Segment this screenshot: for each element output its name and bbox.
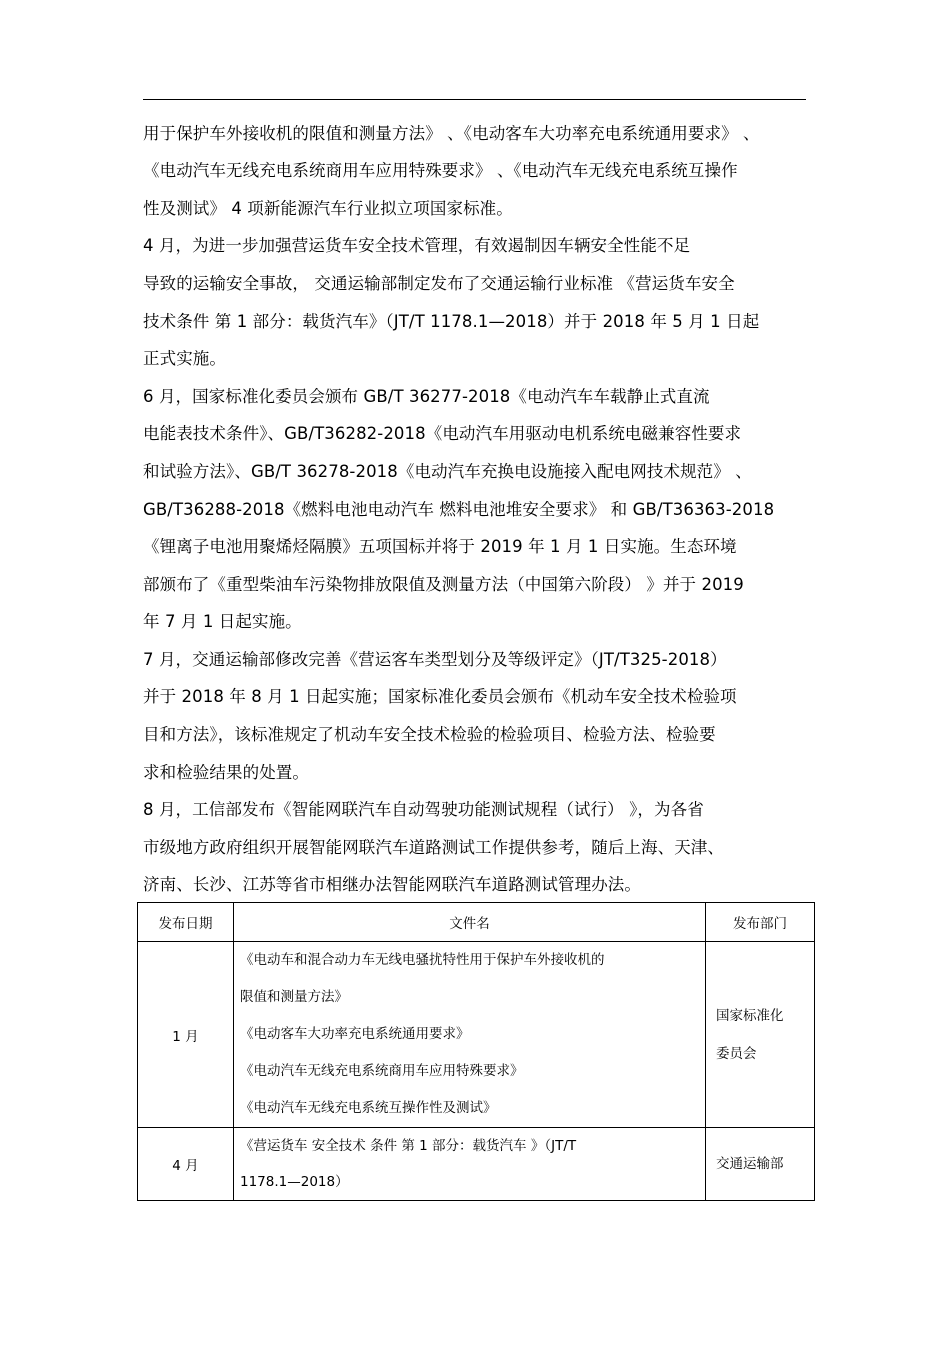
text-line: 8 月，工信部发布《智能网联汽车自动驾驶功能测试规程（试行） 》，为各省 <box>143 800 704 819</box>
text-line: 用于保护车外接收机的限值和测量方法》 、《电动客车大功率充电系统通用要求》 、 <box>143 124 760 143</box>
text-line: 和试验方法》、GB/T 36278-2018《电动汽车充换电设施接入配电网技术规范》 、 <box>143 462 752 481</box>
table-row <box>138 1128 815 1201</box>
names-cell <box>234 942 706 1128</box>
text-line: 济南、长沙、江苏等省市相继办法智能网联汽车道路测试管理办法。 <box>143 875 641 894</box>
text-line: GB/T36288-2018《燃料电池电动汽车 燃料电池堆安全要求》 和 GB/T36363-2018 <box>143 500 775 519</box>
document-name: 《电动车和混合动力车无线电骚扰特性用于保护车外接收机的 <box>240 952 605 968</box>
text-line: 7 月，交通运输部修改完善《营运客车类型划分及等级评定》（JT/T325-2018） <box>143 650 727 669</box>
text-line: 性及测试》 4 项新能源汽车行业拟立项国家标准。 <box>143 199 513 218</box>
dept-cell <box>706 1128 815 1201</box>
text-line: 技术条件 第 1 部分：载货汽车》（JT/T 1178.1—2018）并于 2018 年 5 月 1 日起 <box>143 312 760 331</box>
header-rule <box>143 99 806 100</box>
date-cell: 1 月 <box>138 942 234 1128</box>
dept-cell <box>706 942 815 1128</box>
text-line: 并于 2018 年 8 月 1 日起实施；国家标准化委员会颁布《机动车安全技术检验项 <box>143 687 737 706</box>
header-name: 文件名 <box>234 903 706 942</box>
text-line: 目和方法》，该标准规定了机动车安全技术检验的检验项目、检验方法、检验要 <box>143 725 716 744</box>
document-name: 《电动客车大功率充电系统通用要求》 <box>240 1026 470 1042</box>
standards-table <box>137 902 815 1201</box>
document-name: 《电动汽车无线充电系统商用车应用特殊要求》 <box>240 1063 524 1079</box>
header-date: 发布日期 <box>138 903 234 942</box>
names-cell <box>234 1128 706 1201</box>
date-cell: 4 月 <box>138 1128 234 1201</box>
text-line: 《电动汽车无线充电系统商用车应用特殊要求》 、《电动汽车无线充电系统互操作 <box>143 161 738 180</box>
table-row <box>138 942 815 1128</box>
header-dept: 发布部门 <box>706 903 815 942</box>
text-line: 电能表技术条件》、GB/T36282-2018《电动汽车用驱动电机系统电磁兼容性要求 <box>143 424 742 443</box>
table-header-row <box>138 903 815 942</box>
document-name: 《营运货车 安全技术 条件 第 1 部分：载货汽车 》（JT/T <box>240 1138 577 1154</box>
text-line: 《锂离子电池用聚烯烃隔膜》五项国标并将于 2019 年 1 月 1 日实施。生态环境 <box>143 537 737 556</box>
document-name: 《电动汽车无线充电系统互操作性及测试》 <box>240 1100 497 1116</box>
text-line: 市级地方政府组织开展智能网联汽车道路测试工作提供参考，随后上海、天津、 <box>143 838 724 857</box>
document-name: 1178.1—2018） <box>240 1174 349 1190</box>
dept-name: 交通运输部 <box>716 1156 784 1172</box>
text-line: 正式实施。 <box>143 349 226 368</box>
text-line: 6 月，国家标准化委员会颁布 GB/T 36277-2018《电动汽车车载静止式直流 <box>143 387 710 406</box>
text-line: 部颁布了《重型柴油车污染物排放限值及测量方法（中国第六阶段） 》并于 2019 <box>143 575 744 594</box>
dept-name: 委员会 <box>716 1045 757 1062</box>
text-line: 求和检验结果的处置。 <box>143 763 309 782</box>
text-line: 4 月，为进一步加强营运货车安全技术管理，有效遏制因车辆安全性能不足 <box>143 236 691 255</box>
text-line: 年 7 月 1 日起实施。 <box>143 612 302 631</box>
document-name: 限值和测量方法》 <box>240 989 348 1005</box>
text-line: 导致的运输安全事故， 交通运输部制定发布了交通运输行业标准 《营运货车安全 <box>143 274 735 293</box>
dept-name: 国家标准化 <box>716 1007 784 1024</box>
